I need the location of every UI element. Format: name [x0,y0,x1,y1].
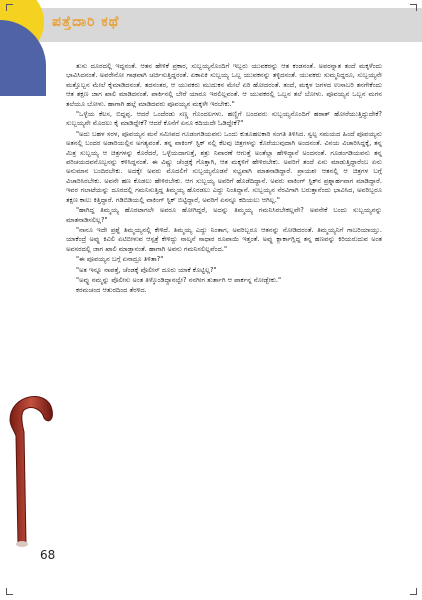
paragraph: "ಅದು ಬಹಳ ಸರಳ, ಪೂವಯ್ಯನ ಮನೆ ಸಮೀಪದ ಗೂಡಂಗಡಿಯವನು ಒಂದು ಕುತೂಹಲಕಾರಿ ಸಂಗತಿ ತಿಳಿಸಿದ. ಸ್ವಲ್ಪ ಸಮಯದ ಹಿಂದೆ ಪೂವಯ್ಯನು ಅತನಲ್ಲಿ ಬಂದರ ಅಡಾರಿಯಲ್ಲಿನ ಅಗತ್ಯವಂತೆ. ತನ್ನ ವಾಕಿಂಗ್ ಸ್ಟಿಕ್ ನಲ್ಲಿ ಕೆಲವು ಚಿತ್ರಗಳನ್ನು ಕೊರೆಯುವುದಾಗಿ ಅಂದನಂತೆ. ವಿನಯ ವಿಚಾರಿಸಿದ್ದಕ್ಕೆ, ತನ್ನ ಮಿತ್ರ ಸುಬ್ಬಯ್ಯ ಆ ಚಿತ್ರಗಳನ್ನು ಕೊರೆದರೆ, ಒಳ್ಳೆಯದಾಗುತ್ತೆ, ಶತ್ರು ನಿವಾರಣೆ ಆಗುತ್ತೆ ಅಂತೆಲ್ಲಾ ಹೇಳಿದ್ದಾನೆ ಅಂದನಂತೆ. ಗೂಡಂಗಡಿಯವನು ತನ್ನ ಪರಿಚಯದವನೊಬ್ಬನನ್ನು ಕಳಿಸಿದ್ದನಂತೆ. ಈ ವಿಷ್ಣು ಚೆಂಡ್ರಕ್ಕೆ ಗೊತ್ತಾಗಿ, ಆತ ಮಕ್ಕಳಿಗೆ ಹೇಳಿರಬೇಕು. ಅವರಿಗೆ ತಂದೆ ಏನು ಮಾಡುತ್ತಿದ್ದಾರೆಂಬ ಏನು ಅನುಮಾನ ಬಂದಿರಬೇಕು. ಅದಕ್ಕೇ ಅವರು ಮೊದಲಿಗೆ ಸುಬ್ಬಯ್ಯನೊಡನೆ ಸಭ್ಯವಾಗಿ ಮಾತನಾಡಿದ್ದಾರೆ. ಪ್ರಾಯಶಃ ಆತನಲ್ಲಿ ಆ ಚಿತ್ರಗಳ ಬಗ್ಗೆ ವಿಚಾರಿಸಿರಬೇಕು. ಅವನೇ ಹಣ ಕೊಡಲು ಹೇಳಿರಬೇಕು. ಆಗ ಸುಬ್ಬಯ್ಯ ಅವರಿಗೆ ಹೊಡೆದಿದ್ದಾನೆ. ಅವರು ವಾಕಿಂಗ್ ಸ್ಟಿಕ್‍ನ ಪ್ರಶ್ನಾರ್ಹವಾಗ ಮಾಡಿದ್ದಾರೆ. ಇವರ ಗಲಾಟೆಯನ್ನು ದೂರದಲ್ಲಿ ಗಮನಿಸುತ್ತಿದ್ದ ತಿಮ್ಮಯ್ಯ ಹೊರಡಲು ಎದ್ದು ನಿಂತಿದ್ದಾನೆ. ಸುಬ್ಬಯ್ಯನ ನೆರವಿಗಾಗಿ ಬರುತ್ತಾನೆಂದು ಭಾವಿಸಿದ, ಅವರಿಬ್ಬರೂ ತಕ್ಷಣ ಕಾಲು ಕಿತ್ತಿದ್ದಾರೆ. ಗಡಿಬಿಡಿಯಲ್ಲಿ ವಾಕಿಂಗ್ ಸ್ಟಿಕ್ ಬಿಟ್ಟಿದ್ದಾರೆ, ಅವರಿಗೆ ಏನನ್ನೂ ಕದಿಯಲು ಆಗಿಲ್ಲ." [66,129,385,204]
crop-mark-bottom-right [410,588,417,595]
paragraph: "ಈ ಪೂವಯ್ಯನ ಬಗ್ಗೆ ಏನಾದ್ರೂ ತಿಳಿತಾ?" [76,255,164,264]
paragraph: "ಅತ ಇನ್ನೂ ನಾಪತ್ತೆ, ಚೆಂಡಕ್ಕೆ ಪೊಲೀಸ್ ದೂರು ಯಾಕೆ ಕೊಟ್ಟಿಲ್ಲ?" [76,265,217,274]
paragraph: ತುಸು ದೂರದಲ್ಲಿ ಇದ್ದನಂತೆ. ಆತನ ಹೇಳಿಕೆ ಪ್ರಕಾರ, ಸುಬ್ಬಯ್ಯನೊಂದಿಗೆ ಇಬ್ಬರು ಯುವಕರನ್ನು ಆತ ಕಂಡನಂತೆ. ಅವರನ್ನಾತ ತಂದೆ ಮಕ್ಕಳೆಂದು ಭಾವಿಸಿದನಂತೆ. ಅವರೇನೋ ಗಾಢವಾಗಿ ಚರ್ಚಿಸುತ್ತಿದ್ದರಂತೆ. ಏಕಾಏಕಿ ಸುಬ್ಬಯ್ಯ ಒಬ್ಬ ಯುವಕನನ್ನು ತಳ್ಳಿದನಂತೆ. ಯುವಕರು ಸುಮ್ಮನಿದ್ದರೂ, ಸುಬ್ಬಯ್ಯನೇ ಮತ್ತೊಬ್ಬನ ಮೇಲೆ ಕೈಮಾಡಿದನಂತೆ. ತದನಂತರ, ಆ ಯುವಕರು ಮುದುಕನ ಮೇಲೆ ಏರಿ ಹೋದರಂತೆ. ತಂದೆ, ಮಕ್ಕಳ ಜಗಳದ ಉಸಾಬರಿ ತನಗೇಕೆಂದು ಆತ ತಕ್ಷಣ ಜಾಗ ಖಾಲಿ ಮಾಡಿದನಂತೆ. ಪಾರ್ಕಿನಲ್ಲಿ ಬೇರೆ ಯಾರೂ ಇರಲಿಲ್ಲವಂತೆ. ಆ ಯುವಕರಲ್ಲಿ ಒಬ್ಬನ ತಲೆ ಬೋಳು. ಪೂವಯ್ಯನ ಒಬ್ಬನ ಮಗನ ತಲೆಯೂ ಬೋಳು. ಹಾಗಾಗಿ ಹಲ್ಲೆ ಮಾಡಿದವರು ಪೂವಯ್ಯನ ಮಕ್ಕಳೇ ಇರಬೇಕು." [66,62,385,108]
paragraph: ಕರಮಚಂದ ಆತುರದಿಂದ ತೆರಳಿದ. [76,286,147,295]
crop-mark-bottom-left [6,588,13,595]
walking-stick-icon [2,384,60,554]
running-title: ಪತ್ತೆದಾರಿ ಕಥೆ [52,14,120,30]
crop-mark-top-right [410,4,417,11]
paragraph: "ಒಳ್ಳೆಯ ಕೆಲಸ, ಬಿದ್ದಪ್ಪ. ಆದರೆ ಒಂದೆರಡು ಸಣ್ಣ ಗೊಂದಲಗಳು. ಹಣ್ಣಿಗೆ ಬಂದವರು ಸುಬ್ಬಯ್ಯನೊಂದಿಗೆ ಹಠಾತ್ ಹೋರೆಯುತ್ತಿದ್ದುದೇಕೆ? ಸುಬ್ಬಯ್ಯನೇ ಮೊದಲು ಕೈ ಮಾಡಿದ್ದೇಕೆ? ಆದರೆ ಕೊನೆಗೆ ಏನೂ ಕದಿಯದೇ ಓಡಿದ್ದೇಕೆ?" [66,110,385,128]
page-number: 68 [40,548,56,562]
paragraph: "ಅವ್ನು ನಮ್ಮನ್ನು ಪೊಲೀಸು ಅಂತ ತಿಳ್ಕೊಂಡಿದ್ದಾನಲ್ವೇ? ನನಗೀಗ ತುರ್ತಾಗಿ ಆ ಪಾರ್ಕನ್ನ ನೋಡ್ಬೇಕು." [76,275,282,284]
paragraph: "ನಾನೂ ಇದೇ ಪ್ರಶ್ನೆ ತಿಮ್ಮಯ್ಯನಲ್ಲಿ ಕೇಳಿದೆ. ತಿಮ್ಮಯ್ಯ ಎದ್ದು ನಿಂತಾಗ, ಅವರಿಬ್ಬರೂ ಆತನನ್ನು ನೋಡಿದರಂತೆ. ತಿಮ್ಮಯ್ಯನಿಗೆ ಗಾಬರಿಯಾಯ್ತು. ಯಾಕೆಂದ್ರೆ ಅವ್ನು ಕಿವಿಲಿ ಏಟಿಬೀಳುವ ಆಸ್ಪತ್ರೆ ಕೇಳಿದ್ದು ನಾಲ್ಕನೆ ಸಾಧಾರ ರೂಪಾಯಿ ಇತ್ತಂತೆ. ಅವ್ನು ಕ್ಲಾರ್ಕಾಗ್ಲಿದ್ದ ತನ್ನ ಹಣವನ್ನು ಕಿರಿಯರುದುವ ಅಂತ ಅವಸರದಲ್ಲಿ ಜಾಗ ಖಾಲಿ ಮಾಡ್ತಾನಂತೆ. ಹಾಗಾಗಿ ಅವನು ಗಮನಿಸಲಿಲ್ಲವೆಂದ." [66,225,385,253]
crop-mark-top-left [6,4,13,11]
paragraph: "ಹಾಗಿದ್ದ ತಿಮ್ಮಯ್ಯ ಹೊರಟಾಗಲೇ ಅವರೂ ಹೋಗಿದ್ದರೆ, ಅದನ್ನು ತಿಮ್ಮಯ್ಯ ಗಮನಿಸಿರಬೇಕಲ್ಲವೇ? ಅವನೇಕೆ ಬಂದು ಸುಬ್ಬಯ್ಯನನ್ನು ಮಾತನಾಡಿಸಲಿಲ್ಲ?" [66,206,385,224]
story-text [66,62,385,297]
